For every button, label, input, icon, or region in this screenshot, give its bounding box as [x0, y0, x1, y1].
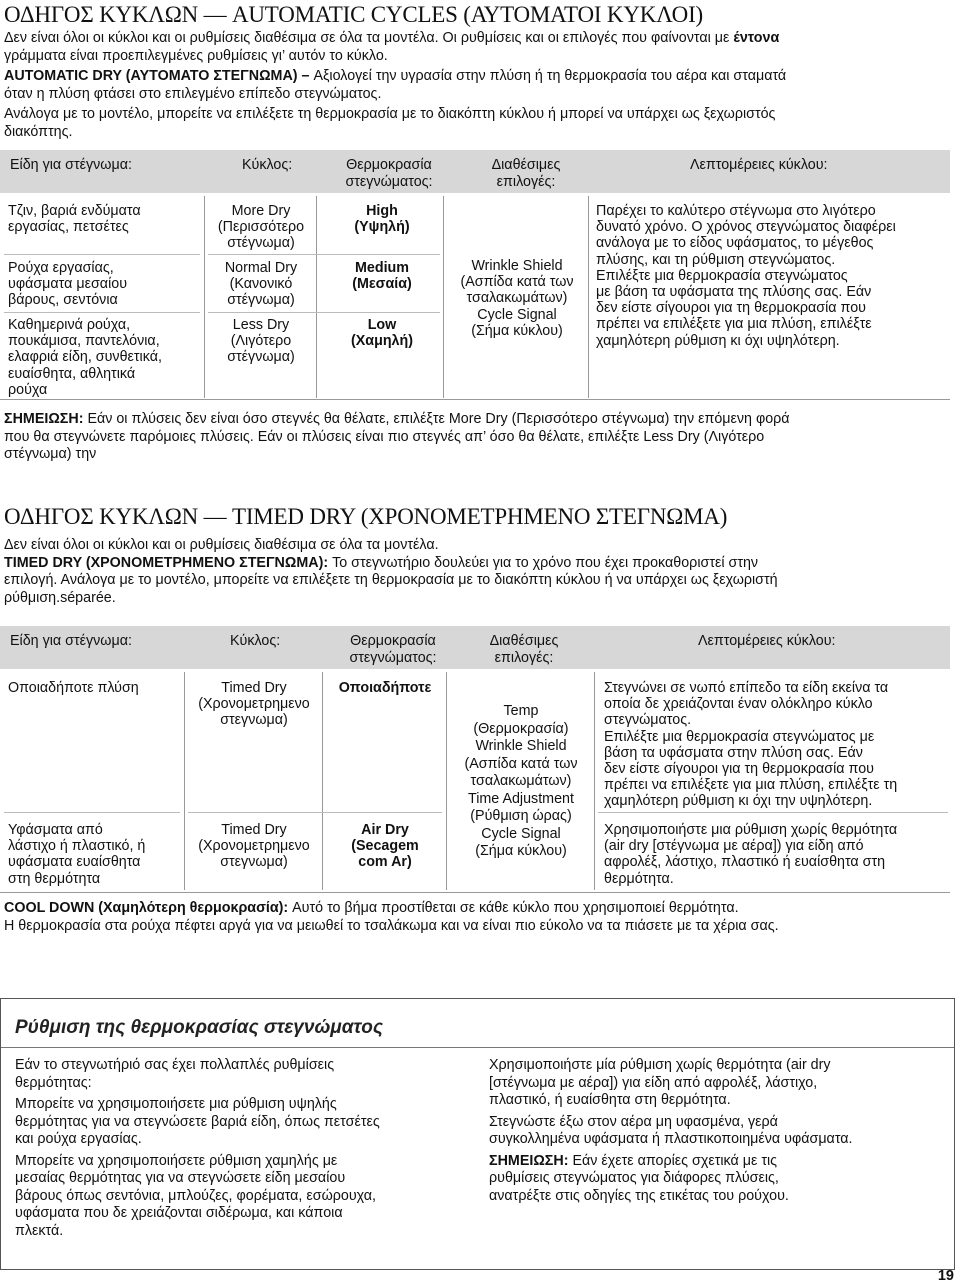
section-title-automatic-cycles: ΟΔΗΓΟΣ ΚΥΚΛΩΝ — AUTOMATIC CYCLES (ΑΥΤΟΜΑΤΟΙ ΚΥΚΛΟΙ)	[4, 2, 704, 27]
model-paragraph: Ανάλογα με το μοντέλο, μπορείτε να επιλέξετε τη θερμοκρασία με το διακόπτη κύκλου ή μπορεί να υπάρχει ως ξεχωριστός διακόπτης.	[4, 106, 776, 140]
box-note-label: ΣΗΜΕΙΩΣΗ:	[489, 1152, 569, 1169]
table1-header	[0, 150, 950, 193]
table2-bottom-rule	[0, 892, 950, 893]
intro-bold-word: έντονα	[733, 30, 780, 46]
box-left-para: Μπορείτε να χρησιμοποιήσετε ρύθμιση χαμηλής με μεσαίας θερμότητας για να στεγνώσετε είδη μεσαίου βάρους όπως σεντόνια, μπλούζες, φορέματα, εσώρουχα, υφάσματα που δε χρειάζονται σιδέρωμα, και κάποια πλεκτά.	[15, 1152, 376, 1239]
box-left-para: Εάν το στεγνωτήριό σας έχει πολλαπλές ρυθμίσεις θερμότητας:	[15, 1057, 335, 1091]
t2-row1-types: Οποιαδήποτε πλύση	[8, 680, 139, 696]
header-details: Λεπτομέρειες κύκλου:	[690, 157, 828, 173]
box-right-para: Στεγνώστε έξω στον αέρα μη υφασμένα, γερά συγκολλημένα υφάσματα ή πλαστικοποιημένα υφάσματα.	[489, 1113, 853, 1147]
row-divider	[208, 254, 440, 255]
row3-types: Καθημερινά ρούχα, πουκάμισα, παντελόνια, ελαφριά είδη, συνθετικά, ευαίσθητα, αθλητικά ρούχα	[8, 317, 162, 398]
note-label: ΣΗΜΕΙΩΣΗ:	[4, 411, 84, 427]
header-types: Είδη για στέγνωμα:	[10, 157, 132, 173]
table2-options: Temp (Θερμοκρασία) Wrinkle Shield (Ασπίδα κατά των τσαλακωμάτων) Time Adjustment (Ρύθμιση ώρας) Cycle Signal (Σήμα κύκλου)	[464, 703, 578, 859]
box-right-para: Χρησιμοποιήστε μία ρύθμιση χωρίς θερμότητα (air dry [στέγνωμα με αέρα]) για είδη από αφρολέξ, λάστιχο, πλαστικό, ή ευαίσθητα στη θερμότητα.	[489, 1057, 831, 1108]
row1-types: Τζιν, βαριά ενδύματα εργασίας, πετσέτες	[8, 203, 141, 236]
header-temperature: Θερμοκρασία στεγνώματος:	[349, 633, 437, 666]
header-options: Διαθέσιμες επιλογές:	[491, 157, 561, 190]
row3-temperature: Low (Χαμηλή)	[350, 317, 413, 350]
row1-temperature: High (Υψηλή)	[354, 203, 410, 236]
table1-options: Wrinkle Shield (Ασπίδα κατά των τσαλακωμάτων) Cycle Signal (Σήμα κύκλου)	[460, 258, 574, 339]
cool-down-term: COOL DOWN (Χαμηλότερη θερμοκρασία):	[4, 900, 289, 916]
t2-row1-cycle: Timed Dry (Χρονομετρημενο στεγνωμα)	[198, 680, 310, 729]
row3-cycle: Less Dry (Λιγότερο στέγνωμα)	[227, 317, 295, 366]
intro-paragraph: Δεν είναι όλοι οι κύκλοι και οι ρυθμίσεις διαθέσιμα σε όλα τα μοντέλα.	[4, 537, 439, 553]
header-options: Διαθέσιμες επιλογές:	[489, 633, 559, 666]
header-cycle: Κύκλος:	[242, 157, 293, 173]
box-title: Ρύθμιση της θερμοκρασίας στεγνώματος	[15, 1017, 384, 1038]
row-divider	[188, 812, 442, 813]
automatic-dry-term: AUTOMATIC DRY (ΑΥΤΟΜΑΤΟ ΣΤΕΓΝΩΜΑ) –	[4, 68, 310, 84]
intro-paragraph: Δεν είναι όλοι οι κύκλοι και οι ρυθμίσεις διαθέσιμα σε όλα τα μοντέλα. Οι ρυθμίσεις και οι επιλογές που φαίνονται με έντονα γράμματα είναι προεπιλεγμένες ρυθμίσεις γι’ αυτόν το κύκλο.	[4, 30, 780, 64]
box-note: ΣΗΜΕΙΩΣΗ: Εάν έχετε απορίες σχετικά με τις ρυθμίσεις στεγνώματος για διάφορες πλύσεις, ανατρέξτε στις οδηγίες της ετικέτας του ρούχου.	[489, 1152, 789, 1204]
box-left-para: Μπορείτε να χρησιμοποιήσετε μια ρύθμιση υψηλής θερμότητας για να στεγνώσετε βαριά είδη, όπως πετσέτες και ρούχα εργασίας.	[15, 1096, 380, 1147]
t2-row2-details: Χρησιμοποιήστε μια ρύθμιση χωρίς θερμότητα (air dry [στέγνωμα με αέρα]) για είδη από αφρολέξ, λάστιχο, πλαστικό ή ευαίσθητα στη θερμότητα.	[604, 822, 898, 887]
t2-row2-cycle: Timed Dry (Χρονομετρημενο στεγνωμα)	[198, 822, 310, 871]
t2-row2-types: Υφάσματα από λάστιχο ή πλαστικό, ή υφάσματα ευαίσθητα στη θερμότητα	[8, 822, 146, 887]
row2-temperature: Medium (Μεσαία)	[352, 260, 412, 293]
t2-row1-details: Στεγνώνει σε νωπό επίπεδο τα είδη εκείνα τα οποία δε χρειάζονται έναν ολόκληρο κύκλο στεγνώματος. Επιλέξτε μια θερμοκρασία στεγνώματος με βάση τα υφάσματα στην πλύση σας. Εάν δεν είστε σίγουροι για τη θερμοκρασία που πρέπει να επιλέξετε για μια πλύση, επιλέξτε τη χαμηλότερη ρύθμιση κι όχι την υψηλότερη.	[604, 680, 898, 810]
col-divider	[316, 196, 317, 398]
section-title-timed-dry: ΟΔΗΓΟΣ ΚΥΚΛΩΝ — TIMED DRY (ΧΡΟΝΟΜΕΤΡΗΜΕΝΟ ΣΤΕΓΝΩΜΑ)	[4, 504, 728, 529]
box-right-column	[489, 1057, 949, 1205]
section1-intro	[4, 30, 954, 141]
row2-types: Ρούχα εργασίας, υφάσματα μεσαίου βάρους, σεντόνια	[8, 260, 128, 309]
timed-dry-paragraph: TIMED DRY (ΧΡΟΝΟΜΕΤΡΗΜΕΝΟ ΣΤΕΓΝΩΜΑ): Το στεγνωτήριο δουλεύει για το χρόνο που έχει προκαθοριστεί στην επιλογή. Ανάλογα με το μοντέλο, μπορείτε να επιλέξετε τη θερμοκρασία με το διακόπτη κύκλου ή να υπάρχει ως ξεχωριστή ρύθμιση.séparée.	[4, 554, 778, 606]
automatic-dry-paragraph: AUTOMATIC DRY (ΑΥΤΟΜΑΤΟ ΣΤΕΓΝΩΜΑ) – Αξιολογεί την υγρασία στην πλύση ή τη θερμοκρασία του αέρα και σταματά όταν η πλύση φτάσει στο επιλεγμένο επίπεδο στεγνώματος.	[4, 68, 787, 102]
cool-down-paragraph: COOL DOWN (Χαμηλότερη θερμοκρασία): Αυτό το βήμα προστίθεται σε κάθε κύκλο που χρησιμοποιεί θερμότητα. Η θερμοκρασία στα ρούχα πέφτει αργά για να μειωθεί το τσαλάκωμα και να είναι πιο εύκολο να τα πιάσετε με τα χέρια σας.	[4, 900, 779, 934]
t2-row1-temperature: Οποιαδήποτε	[338, 680, 432, 696]
page-number: 19	[937, 1268, 954, 1284]
row-divider	[598, 812, 948, 813]
col-divider	[204, 196, 205, 398]
timed-dry-term: TIMED DRY (ΧΡΟΝΟΜΕΤΡΗΜΕΝΟ ΣΤΕΓΝΩΜΑ):	[4, 554, 329, 571]
header-cycle: Κύκλος:	[230, 633, 281, 649]
box-divider	[1, 1047, 954, 1048]
row2-cycle: Normal Dry (Κανονικό στέγνωμα)	[224, 260, 298, 309]
t2-row2-temperature: Air Dry (Secagem com Ar)	[351, 822, 419, 871]
section2-intro	[4, 537, 954, 607]
table2-header	[0, 626, 950, 669]
header-details: Λεπτομέρειες κύκλου:	[698, 633, 836, 649]
table1-details: Παρέχει το καλύτερο στέγνωμα στο λιγότερο δυνατό χρόνο. Ο χρόνος στεγνώματος διαφέρει ανάλογα με το είδος υφάσματος, το μέγεθος πλύσης, και τη ρύθμιση στεγνώματος. Επιλέξτε μια θερμοκρασία στεγνώματος με βάση τα υφάσματα της πλύσης σας. Εάν δεν είστε σίγουροι για τη θερμοκρασία που πρέπει να επιλέξετε για μια πλύση, επιλέξτε χαμηλότερη ρύθμιση κι όχι υψηλότερη.	[596, 203, 896, 349]
row-divider	[208, 312, 440, 313]
header-temperature: Θερμοκρασία στεγνώματος:	[345, 157, 433, 190]
drying-temperature-box	[0, 998, 955, 1270]
box-left-column	[15, 1057, 465, 1240]
table1-bottom-rule	[0, 399, 950, 400]
row-divider	[4, 312, 200, 313]
row-divider	[4, 254, 200, 255]
row-divider	[4, 812, 180, 813]
row1-cycle: More Dry (Περισσότερο στέγνωμα)	[217, 203, 305, 252]
col-divider	[184, 672, 185, 890]
note-paragraph: ΣΗΜΕΙΩΣΗ: Εάν οι πλύσεις δεν είναι όσο στεγνές θα θέλατε, επιλέξτε More Dry (Περισσότερο στέγνωμα) την επόμενη φορά που θα στεγνώνετε παρόμοιες πλύσεις. Εάν οι πλύσεις είναι πιο στεγνές απ’ όσο θα θέλατε, επιλέξτε Less Dry (Λιγότερο στέγνωμα) την	[4, 411, 790, 462]
header-types: Είδη για στέγνωμα:	[10, 633, 132, 649]
